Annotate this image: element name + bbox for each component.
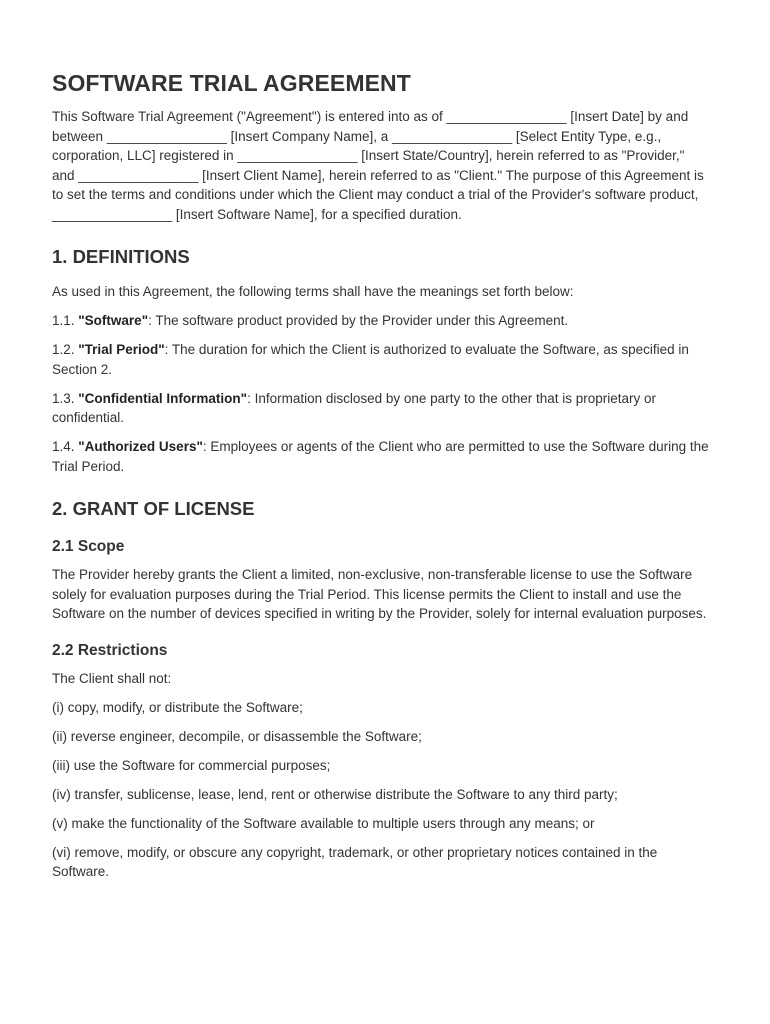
- definition-text: : Information disclosed by one party to the other that is proprietary or confidential.: [52, 390, 657, 425]
- definition-text: : The duration for which the Client is authorized to evaluate the Software, as specified in Section 2.: [52, 342, 689, 377]
- definition-item: [52, 389, 712, 428]
- restriction-item: (iii) use the Software for commercial purposes;: [52, 757, 331, 773]
- definition-term: "Trial Period": [78, 342, 165, 357]
- definition-term: "Authorized Users": [78, 439, 203, 454]
- definition-number: 1.4.: [52, 439, 79, 454]
- definition-item: [52, 437, 712, 476]
- scope-paragraph: The Provider hereby grants the Client a limited, non-exclusive, non-transferable license to use the Software solely for evaluation purposes during the Trial Period. This license permits the Client to install and use the Software on the number of devices specified in writing by the Provider, solely for internal evaluation purposes.: [52, 567, 707, 621]
- definition-number: 1.3.: [52, 390, 79, 406]
- subsection-heading-restrictions: 2.2 Restrictions: [52, 641, 168, 659]
- definition-term: "Confidential Information": [78, 390, 248, 406]
- restriction-item: (v) make the functionality of the Software available to multiple users through any means; or: [52, 815, 595, 831]
- restriction-item: (vi) remove, modify, or obscure any copyright, trademark, or other proprietary notices contained in the Software.: [52, 844, 658, 879]
- restriction-item: (i) copy, modify, or distribute the Software;: [52, 699, 303, 715]
- definition-item: [52, 311, 712, 331]
- definition-item: [52, 340, 712, 379]
- definition-number: 1.2.: [52, 342, 79, 357]
- section-heading-grant-of-license: 2. GRANT OF LICENSE: [52, 498, 255, 519]
- definition-text: : The software product provided by the Provider under this Agreement.: [148, 313, 569, 328]
- intro-paragraph: This Software Trial Agreement ("Agreement") is entered into as of ________________ [Insert Date] by and between ________________ [Insert Company Name], a ________________ [Select Entity Type, e.g., corporation, LLC] registered in ________________ [Insert State/Country], herein referred to as "Provider," and ________________ [Insert Client Name], herein referred to as "Client." The purpose of this Agreement is to set the terms and conditions under which the Client may conduct a trial of the Provider's software product, ________________ [Insert Software Name], for a specified duration.: [52, 109, 704, 222]
- definition-term: "Software": [78, 313, 149, 328]
- subsection-heading-scope: 2.1 Scope: [52, 538, 125, 555]
- definitions-lead: As used in this Agreement, the following terms shall have the meanings set forth below:: [52, 284, 574, 299]
- document-title: SOFTWARE TRIAL AGREEMENT: [52, 70, 411, 96]
- section-heading-definitions: 1. DEFINITIONS: [52, 246, 190, 267]
- definition-number: 1.1.: [52, 313, 79, 328]
- restriction-item: (iv) transfer, sublicense, lease, lend, rent or otherwise distribute the Software to any third party;: [52, 786, 618, 802]
- definition-text: : Employees or agents of the Client who are permitted to use the Software during the Trial Period.: [52, 439, 709, 474]
- restrictions-lead: The Client shall not:: [52, 670, 172, 686]
- restriction-item: (ii) reverse engineer, decompile, or disassemble the Software;: [52, 728, 422, 744]
